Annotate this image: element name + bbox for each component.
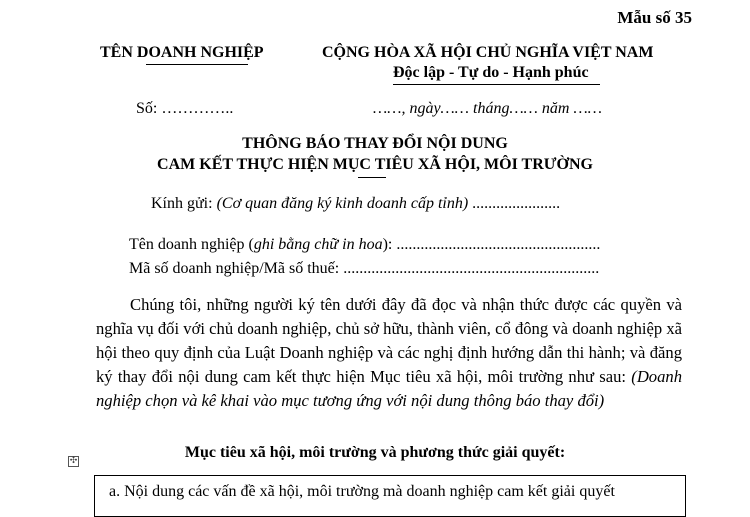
company-name-suffix: ): ................................................... — [382, 236, 601, 253]
company-name-label: Tên doanh nghiệp ( — [129, 236, 254, 253]
recipient-dots: ...................... — [468, 195, 561, 212]
tax-code-field: Mã số doanh nghiệp/Mã số thuế: ................................................................ — [129, 260, 600, 277]
body-paragraph-note: (Doanh nghiệp chọn và kê khai vào mục tương ứng với nội dung thông báo thay đổi) — [96, 367, 682, 411]
section-heading: Mục tiêu xã hội, môi trường và phương thức giải quyết: — [184, 444, 566, 461]
reference-number: Số: ………….. — [136, 100, 234, 117]
motto-underline — [393, 84, 600, 85]
recipient-line — [151, 195, 560, 213]
table-move-handle-icon[interactable]: ✣ — [69, 456, 78, 466]
recipient-label: Kính gửi: — [151, 195, 217, 212]
company-underline — [146, 64, 248, 65]
body-paragraph — [96, 293, 682, 413]
recipient-placeholder: (Cơ quan đăng ký kinh doanh cấp tỉnh) — [216, 195, 469, 212]
company-name-field — [129, 236, 600, 254]
table-row-a: a. Nội dung các vấn đề xã hội, môi trường mà doanh nghiệp cam kết giải quyết — [109, 483, 615, 500]
form-number: Mẫu số 35 — [617, 8, 692, 27]
document-title-line-2: CAM KẾT THỰC HIỆN MỤC TIÊU XÃ HỘI, MÔI TRƯỜNG — [157, 156, 593, 173]
title-underline — [358, 177, 386, 178]
document-title-line-1: THÔNG BÁO THAY ĐỔI NỘI DUNG — [242, 135, 508, 152]
company-name-placeholder: TÊN DOANH NGHIỆP — [100, 44, 264, 61]
national-motto: Độc lập - Tự do - Hạnh phúc — [393, 64, 589, 81]
date-line: ……, ngày…… tháng…… năm …… — [373, 100, 602, 117]
national-title: CỘNG HÒA XÃ HỘI CHỦ NGHĨA VIỆT NAM — [322, 44, 654, 61]
objectives-table — [94, 475, 686, 517]
company-name-hint: ghi bằng chữ in hoa — [253, 236, 383, 253]
body-paragraph-text: Chúng tôi, những người ký tên dưới đây đã đọc và nhận thức được các quyền và nghĩa vụ đối với chủ doanh nghiệp, chủ sở hữu, thành viên, cổ đông và doanh nghiệp xã hội theo quy định của Luật Doanh nghiệp và các nghị định hướng dẫn thi hành; và đăng ký thay đổi nội dung cam kết thực hiện Mục tiêu xã hội, môi trường như sau: — [96, 295, 682, 387]
